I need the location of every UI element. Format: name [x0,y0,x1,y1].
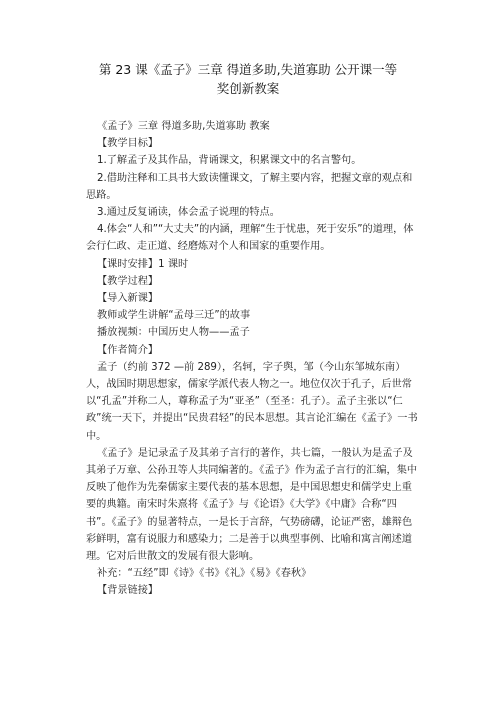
lesson-heading: 《孟子》三章 得道多助,失道寡助 教案 [97,121,270,132]
section-heading-objectives: 【教学目标】 [97,138,159,150]
section-heading-background: 【背景链接】 [97,585,159,597]
objective-item: 3.通过反复诵读，体会孟子说理的特点。 [97,207,280,219]
author-paragraph: 孟子（约前 372 —前 289），名轲，字子舆，邹（今山东邹城东南）人，战国时期思想家，儒家学派代表人物之一。地位仅次于孔子，后世常以“孔孟”并称二人，尊称孟子为“亚圣”（至圣：孔子）。孟子主张以“仁政”统一天下，并提出“民贵君轻”的民本思想。其言论汇编在《孟子》一书中。 [86,361,418,442]
document-title [60,60,436,98]
objective-item: 1.了解孟子及其作品，背诵课文，积累课文中的名言警句。 [97,155,362,167]
title-line-2: 奖创新教案 [216,81,280,96]
intro-paragraph: 播放视频：中国历史人物——孟子 [97,327,250,339]
section-heading-process: 【教学过程】 [97,275,159,287]
title-line-1: 第 23 课《孟子》三章 得道多助,失道寡助 公开课一等 [98,62,398,77]
objective-item: 2.借助注释和工具书大致读懂课文，了解主要内容，把握文章的观点和思路。 [86,172,413,201]
book-paragraph: 《孟子》是记录孟子及其弟子言行的著作，共七篇，一般认为是孟子及其弟子万章、公孙丑等人共同编著的。《孟子》作为孟子言行的汇编，集中反映了他作为先秦儒家主要代表的基本思想，是中国思想史和儒学史上重要的典籍。南宋时朱熹将《孟子》与《论语》《大学》《中庸》合称“四书”。《孟子》的显著特点，一是长于言辞，气势磅礴，论证严密，雄辩色彩鲜明，富有说服力和感染力；二是善于以典型事例、比喻和寓言阐述道理。它对后世散文的发展有很大影响。 [86,447,418,563]
section-heading-intro: 【导入新课】 [97,293,159,305]
section-heading-schedule: 【课时安排】1 课时 [97,258,189,270]
section-heading-author: 【作者简介】 [97,344,159,356]
intro-paragraph: 教师或学生讲解“孟母三迁”的故事 [97,310,251,322]
document-body [86,118,418,600]
supplement-paragraph: 补充：“五经”即《诗》《书》《礼》《易》《春秋》 [97,568,312,580]
objective-item: 4.体会“人和”“大丈夫”的内涵，理解“生于忧患，死于安乐”的道理，体会行仁政、走正道、经磨炼对个人和国家的重要作用。 [86,224,414,253]
